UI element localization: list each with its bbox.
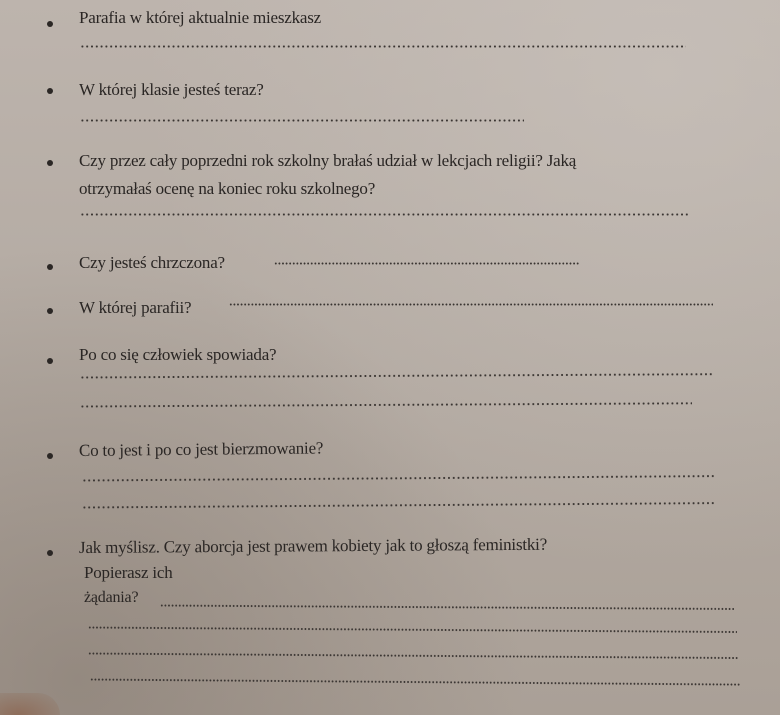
answer-line[interactable] [82,502,716,509]
bullet-icon [47,358,53,364]
answer-line-inline[interactable] [274,262,580,265]
question-text: Co to jest i po co jest bierzmowanie? [78,438,324,460]
bullet-icon [47,160,53,166]
question-text: W której klasie jesteś teraz? [79,80,264,99]
question-text: Po co się człowiek spowiada? [79,345,277,364]
question-text: Czy jesteś chrzczona? [79,253,225,272]
bullet-icon [47,308,53,314]
question-text-line3: żądania? [84,589,139,606]
answer-line[interactable] [88,626,737,634]
answer-line-inline[interactable] [229,303,713,306]
answer-line[interactable] [82,475,716,482]
bullet-icon [47,453,53,459]
answer-line[interactable] [88,652,739,660]
answer-line[interactable] [80,119,524,122]
question-text-line1: Czy przez cały poprzedni rok szkolny brałaś udział w lekcjach religii? Jaką [79,151,577,170]
answer-line[interactable] [80,213,688,216]
answer-line-inline[interactable] [160,604,734,611]
answer-line[interactable] [90,678,741,686]
bullet-icon [47,21,53,27]
question-text-line2: Popierasz ich [84,563,173,582]
answer-line[interactable] [80,45,686,48]
answer-line[interactable] [80,402,692,408]
question-text: W której parafii? [79,298,192,317]
bullet-icon [47,88,53,94]
question-text: Parafia w której aktualnie mieszkasz [79,8,322,27]
question-text-line1: Jak myślisz. Czy aborcja jest prawem kobiety jak to głoszą feministki? [78,534,548,557]
question-text-line2: otrzymałaś ocenę na koniec roku szkolnego? [79,179,376,198]
finger-shadow [0,693,60,715]
bullet-icon [47,550,53,556]
answer-line[interactable] [80,373,712,379]
bullet-icon [47,264,53,270]
